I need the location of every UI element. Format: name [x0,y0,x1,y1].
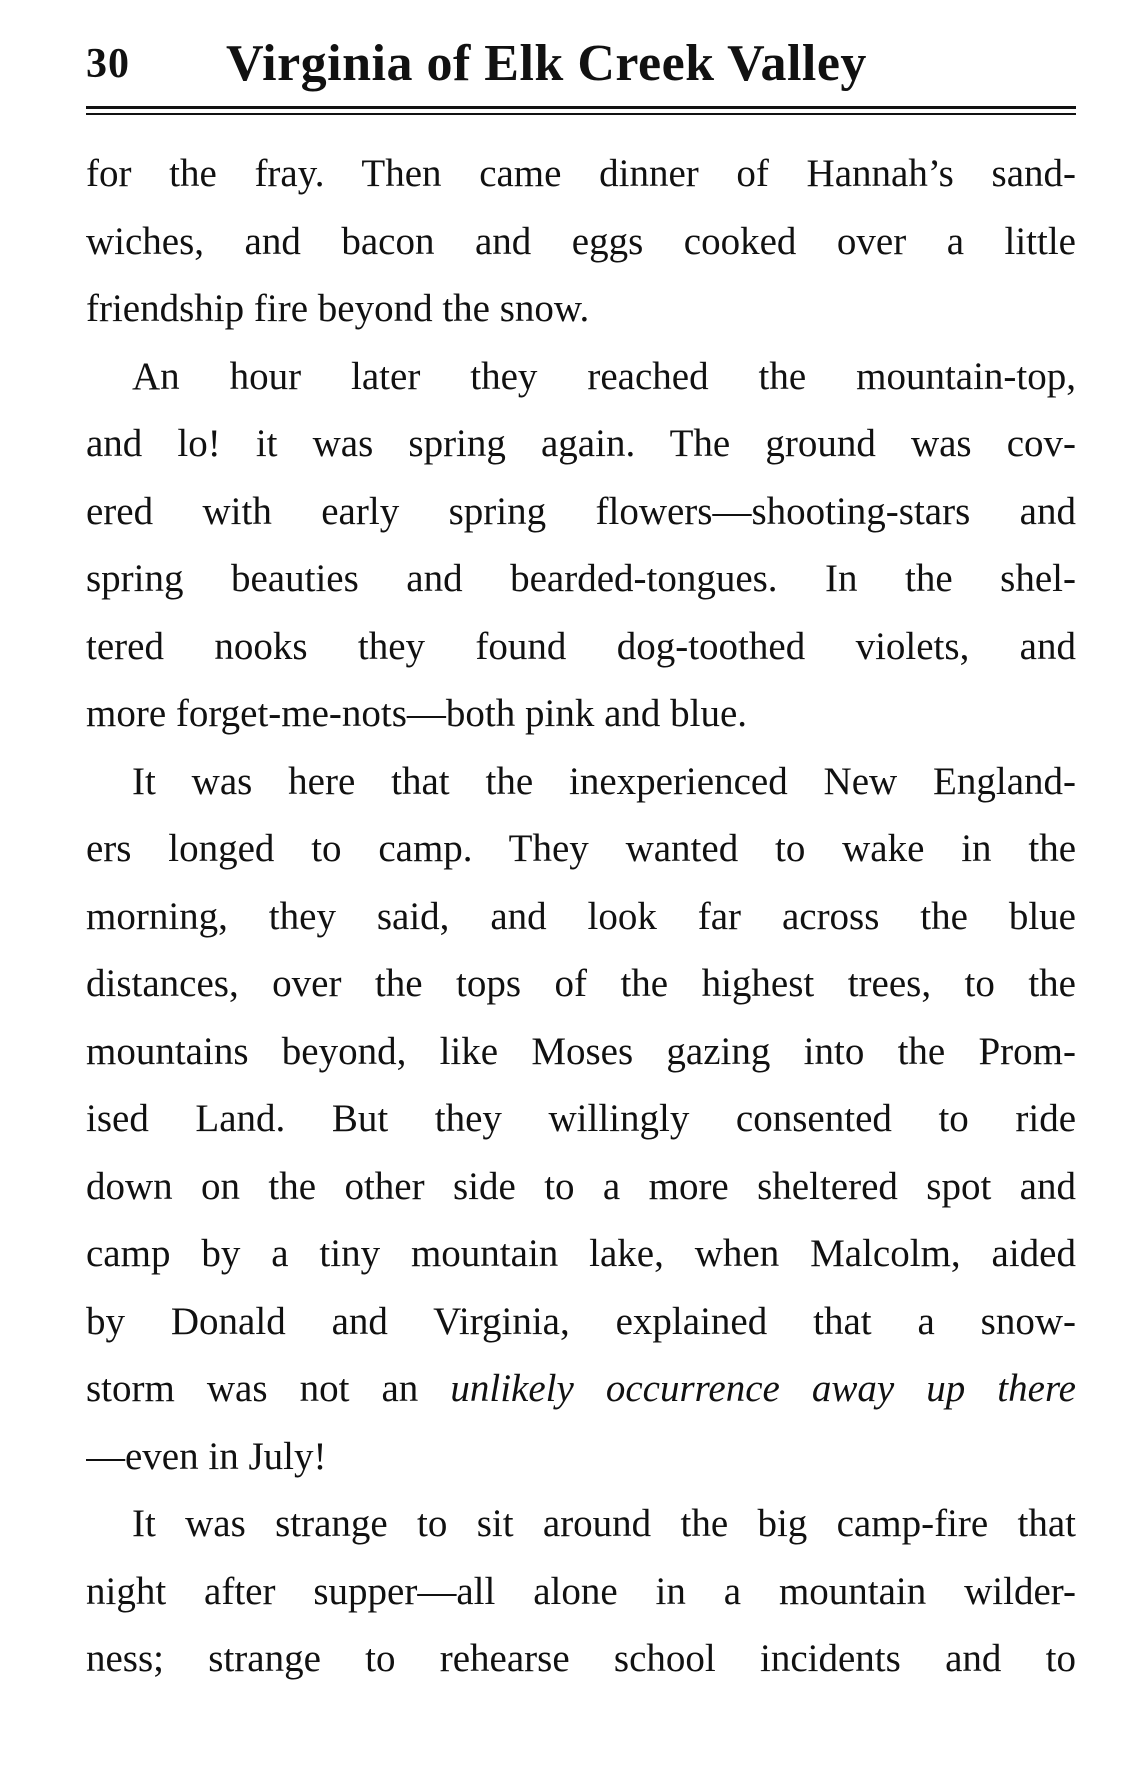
text-line: more forget-me-nots—both pink and blue. [86,692,748,735]
text-line: camp by a tiny mountain lake, when Malcolm, aided [86,1232,1076,1275]
running-title: Virginia of Elk Creek Valley [226,35,867,92]
text-line: by Donald and Virginia, explained that a snow- [86,1299,1076,1343]
text-line: night after supper—all alone in a mountain wilder- [86,1569,1076,1613]
text-line: wiches, and bacon and eggs cooked over a little [86,219,1076,263]
text-line: ised Land. But they willingly consented to ride [86,1097,1076,1140]
text-italic-segment: unlikely occurrence away up there [450,1367,1076,1410]
text-line: It was here that the inexperienced New England- [132,759,1076,803]
text-plain-segment: storm was not an [86,1367,451,1410]
running-head [86,34,1076,104]
text-line: friendship fire beyond the snow. [86,287,590,330]
text-line: spring beauties and bearded-tongues. In the shel- [86,557,1076,600]
text-line: for the fray. Then came dinner of Hannah’s sand- [86,152,1076,195]
text-line: It was strange to sit around the big camp-fire that [132,1502,1076,1545]
header-double-rule [86,106,1076,115]
text-line: morning, they said, and look far across the blue [86,894,1076,938]
text-line: and lo! it was spring again. The ground was cov- [86,422,1076,465]
text-line: An hour later they reached the mountain-top, [132,354,1076,398]
body-text [86,140,1076,1693]
text-line-mixed [86,1355,1076,1423]
page-number: 30 [86,41,130,87]
text-line: ers longed to camp. They wanted to wake in the [86,827,1076,870]
text-line: ness; strange to rehearse school incidents and to [86,1637,1076,1680]
text-line: ered with early spring flowers—shooting-stars and [86,489,1076,533]
text-line: tered nooks they found dog-toothed violets, and [86,624,1076,668]
text-line: distances, over the tops of the highest trees, to the [86,962,1076,1005]
text-line: down on the other side to a more sheltered spot and [86,1164,1076,1208]
text-line: mountains beyond, like Moses gazing into the Prom- [86,1029,1076,1073]
text-line: —even in July! [86,1434,327,1478]
